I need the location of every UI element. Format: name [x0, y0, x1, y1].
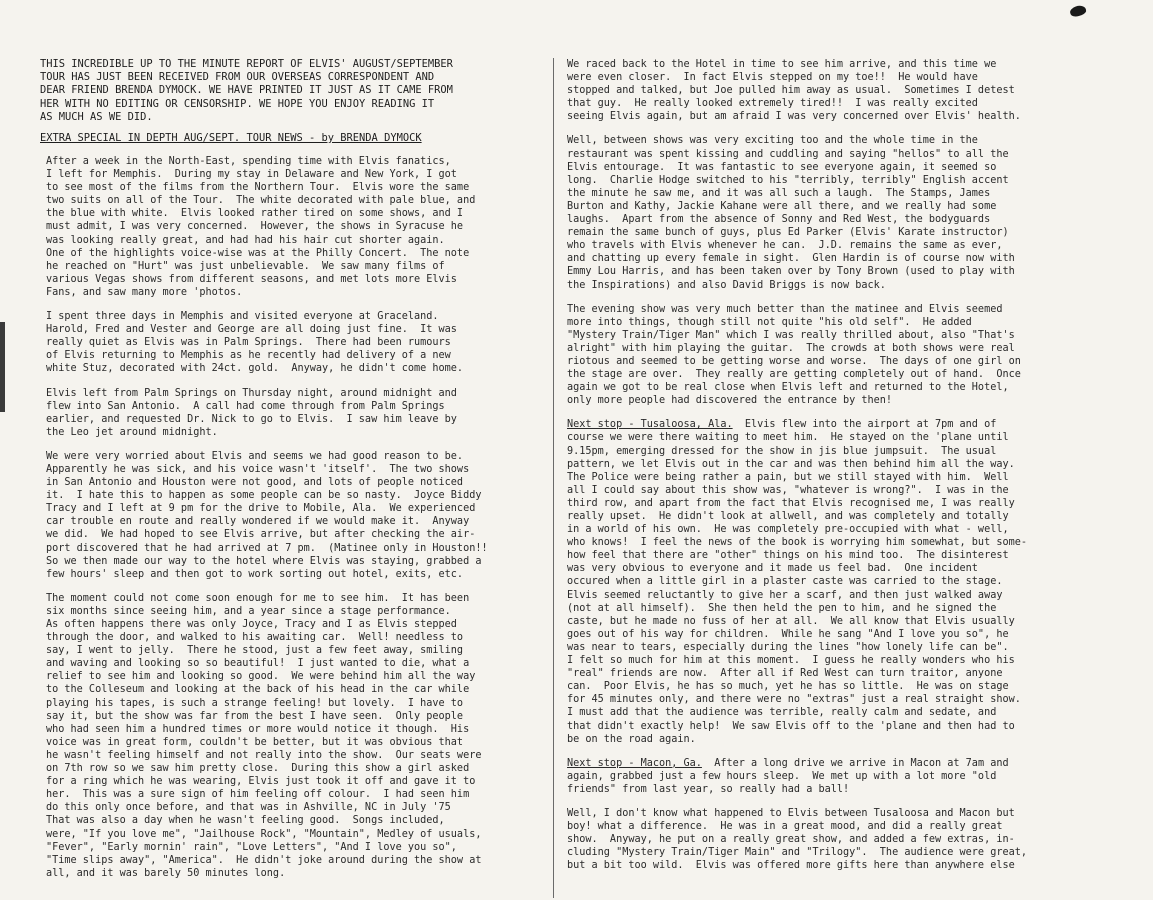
paragraph — [567, 58, 1147, 123]
paragraph: We were very worried about Elvis and seems we had good reason to be. Apparently he was sick, and his voice wasn't 'itself'. The two shows in San Antonio and Houston were not good, and lots of people noticed it. I hate this to happen as some people can be so nasty. Joyce Biddy Tracy and I left at 9 pm for the drive to Mobile, Ala. We experienced car trouble en route and really wondered if we would make it. Anyway we did. We had hoped to see Elvis arrive, but after checking the air- port discovered that he had arrived at 7 pm. (Matinee only in Houston!! So we then made our way to the hotel where Elvis was staying, grabbed a few hours' sleep and then got to work sorting out hotel, exits, etc. — [46, 450, 488, 580]
ink-blot — [1069, 4, 1087, 18]
paragraph — [567, 757, 1147, 796]
intro-line: THIS INCREDIBLE UP TO THE MINUTE REPORT OF ELVIS' AUGUST/SEPTEMBER — [40, 58, 453, 70]
paragraph-text: The evening show was very much better than the matinee and Elvis seemed more into things, though still not quite "his old self". He added "Mystery Train/Tiger Man" which I was really thrilled about, also "That's alright" with him playing the guitar. The crowds at both shows were real riotous and seemed to be getting worse and worse. The days of one girl on the stage are over. They really are getting completely out of hand. Once again we got to be real close when Elvis left and returned to the Hotel, only more people had discovered the entrance by then! — [567, 303, 1021, 407]
paragraph-text: We raced back to the Hotel in time to see him arrive, and this time we were even closer. In fact Elvis stepped on my toe!! He would have stopped and talked, but Joe pulled him away as usual. Sometimes I detest that guy. He really looked extremely tired!! I was really excited seeing Elvis again, but am afraid I was very concerned over Elvis' health. — [567, 59, 1021, 123]
intro-line: DEAR FRIEND BRENDA DYMOCK. WE HAVE PRINTED IT JUST AS IT CAME FROM — [40, 84, 453, 97]
binding-edge-mark — [0, 322, 5, 412]
paragraph — [567, 303, 1147, 408]
paragraph: I spent three days in Memphis and visited everyone at Graceland. Harold, Fred and Vester and George are all doing just fine. It was really quiet as Elvis was in Palm Springs. There had been rumours of Elvis returning to Memphis as he recently had delivery of a new white Stuz, decorated with 24ct. gold. Anyway, he didn't come home. — [46, 311, 464, 375]
section-lead-macon: Next stop - Macon, Ga. — [567, 757, 702, 769]
left-column — [40, 58, 540, 891]
right-column — [567, 58, 1147, 883]
paragraph-text: After a long drive we arrive in Macon at 7am and again, grabbed just a few hours sleep. We met up with a lot more "old friends" from last year, so really had a ball! — [567, 757, 1009, 795]
paragraph-text: Well, between shows was very exciting too and the whole time in the restaurant was spent kissing and cuddling and saying "hellos" to all the Elvis entourage. It was fantastic to see everyone again, it seemed so long. Charlie Hodge switched to his "terribly, terribly" English accent the minute he saw me, and it was all such a laugh. The Stamps, James Burton and Kathy, Jackie Kahane were all there, and we really had some laughs. Apart from the absence of Sonny and Red West, the bodyguards remain the same bunch of guys, plus Ed Parker (Elvis' Karate instructor) who travels with Elvis whenever he can. J.D. remains the same as ever, and chatting up every female in sight. Glen Hardin is of course now with Emmy Lou Harris, and has been taken over by Tony Brown (used to play with the Inspirations) and also David Briggs is now back. — [567, 135, 1015, 291]
intro-line: HER WITH NO EDITING OR CENSORSHIP. WE HOPE YOU ENJOY READING IT — [40, 97, 435, 110]
intro-line: AS MUCH AS WE DID. — [40, 110, 153, 123]
paragraph — [567, 807, 1147, 872]
article-heading: EXTRA SPECIAL IN DEPTH AUG/SEPT. TOUR NEWS - by BRENDA DYMOCK — [40, 132, 422, 145]
left-article-body — [40, 155, 540, 880]
paragraph: Elvis left from Palm Springs on Thursday night, around midnight and flew into San Antonio. A call had come through from Palm Springs earlier, and requested Dr. Nick to go to Elvis. I saw him leave by the Leo jet around midnight. — [46, 387, 457, 438]
intro-note — [40, 58, 540, 124]
section-lead-tusaloosa: Next stop - Tusaloosa, Ala. — [567, 419, 733, 431]
paragraph — [567, 418, 1147, 745]
paragraph — [567, 134, 1147, 291]
intro-line: TOUR HAS JUST BEEN RECEIVED FROM OUR OVERSEAS CORRESPONDENT AND — [40, 71, 435, 84]
paragraph: After a week in the North-East, spending time with Elvis fanatics, I left for Memphis. During my stay in Delaware and New York, I got to see most of the films from the Northern Tour. Elvis wore the same two suits on all of the Tour. The white decorated with pale blue, and the blue with white. Elvis looked rather tired on some shows, and I must admit, I was very concerned. However, the shows in Syracuse he was looking really great, and had had his hair cut shorter again. One of the highlights voice-wise was at the Philly Concert. The note he reached on "Hurt" was just unbelievable. We saw many films of various Vegas shows from different seasons, and met lots more Elvis Fans, and saw many more 'photos. — [46, 156, 476, 298]
paragraph-text: Elvis flew into the airport at 7pm and of course we were there waiting to meet him. He stayed on the 'plane until 9.15pm, emerging dressed for the show in jis blue jumpsuit. The usual pattern, we let Elvis out in the car and was then behind him all the way. The Police were being rather a pain, but we still stayed with him. Well all I could say about this show was, "whatever is wrong?". I was in the third row, and apart from the fact that Elvis recognised me, I was really really upset. He didn't look at allwell, and was completely and totally in a world of his own. He was completely pre-occupied with what - well, who knows! I feel the news of the book is worrying him somewhat, but some- how feel that there are "other" things on his mind too. The disinterest was very obvious to everyone and it made us feel bad. One incident occured when a little girl in a plaster caste was carried to the stage. Elvis seemed reluctantly to give her a scarf, and then just walked away (not at all himself). She then held the pen to him, and he signed the caste, but he made no fuss of her at all. We all know that Elvis usually goes out of his way for children. While he sang "And I love you so", he was near to tears, especially during the lines "how lonely life can be". I felt so much for him at this moment. I guess he really wonders who his "real" friends are now. After all if Red West can turn traitor, anyone can. Poor Elvis, he has so much, yet he has so little. He was on stage for 45 minutes only, and there were no "extras" just a real straight show. I must add that the audience was terrible, really calm and sedate, and that didn't exactly help! We saw Elvis off to the 'plane and then had to be on the road again. — [567, 419, 1028, 745]
right-article-body — [567, 58, 1147, 872]
paragraph: The moment could not come soon enough for me to see him. It has been six months since seeing him, and a year since a stage performance. As often happens there was only Joyce, Tracy and I as Elvis stepped through the door, and walked to his awaiting car. Well! needless to say, I went to jelly. There he stood, just a few feet away, smiling and waving and looking so so beautiful! I just wanted to die, what a relief to see him and looking so good. We were behind him all the way to the Colleseum and looking at the back of his head in the car while playing his tapes, is such a strange feeling! but lovely. I have to say it, but the show was far from the best I have seen. Only people who had seen him a hundred times or more would notice it though. His voice was in great form, couldn't be better, but it was obvious that he wasn't feeling himself and not really into the show. Our seats were on 7th row so we saw him pretty close. During this show a girl asked for a ring which he was wearing, Elvis just took it off and gave it to her. This was a sure sign of him feeling off colour. I had seen him do this only once before, and that was in Ashville, NC in July '75 That was also a day when he wasn't feeling good. Songs included, were, "If you love me", "Jailhouse Rock", "Mountain", Medley of usuals, "Fever", "Early mornin' rain", "Love Letters", "And I love you so", "Time slips away", "America". He didn't joke around during the show at all, and it was barely 50 minutes long. — [46, 592, 482, 879]
paragraph-text: Well, I don't know what happened to Elvis between Tusaloosa and Macon but boy! what a difference. He was in a great mood, and did a really great show. Anyway, he put on a really great show, and added a few extras, in- cluding "Mystery Train/Tiger Main" and "Trilogy". The audience were great, but a bit too wild. Elvis was offered more gifts here than anywhere else — [567, 807, 1028, 872]
column-divider — [553, 58, 554, 898]
